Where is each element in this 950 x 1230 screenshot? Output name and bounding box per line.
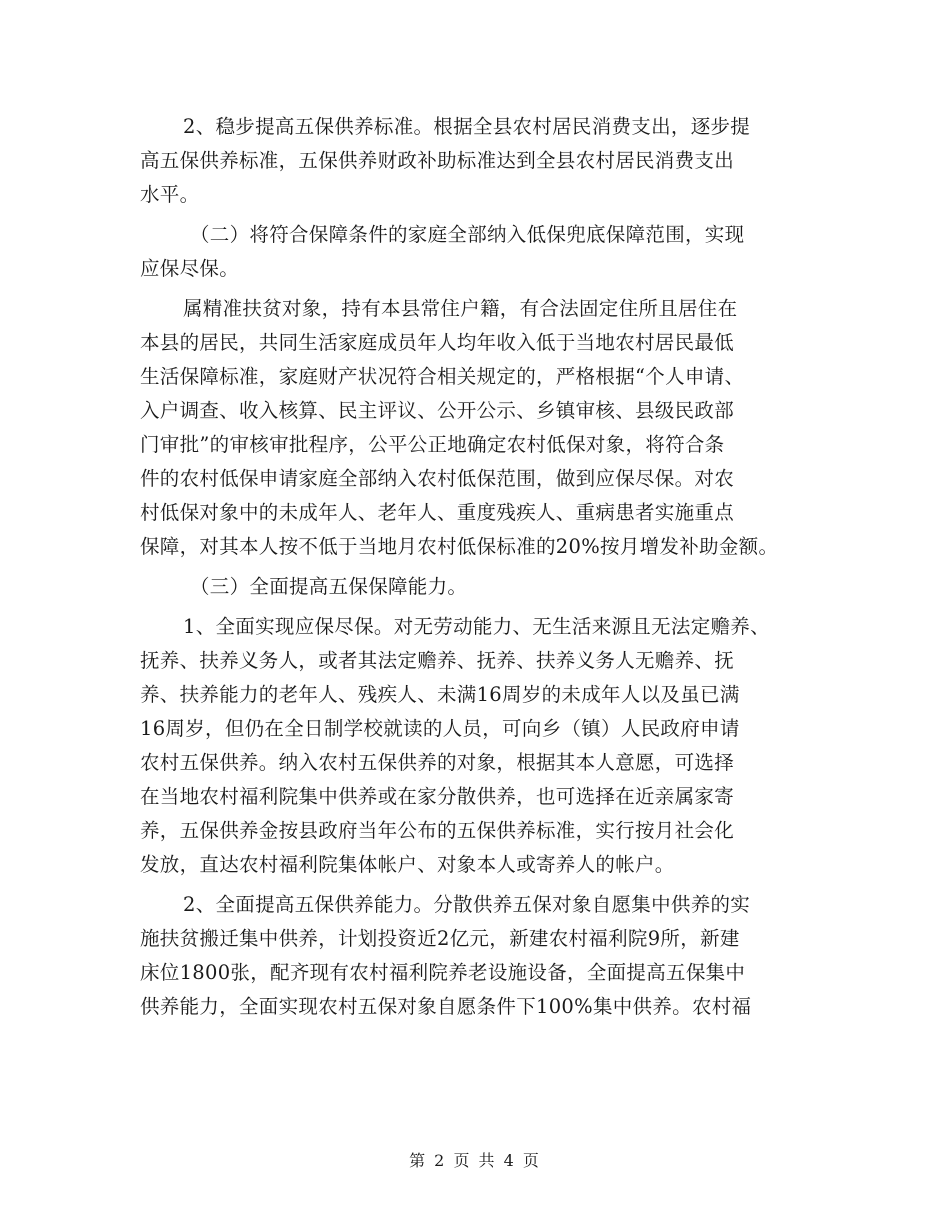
- text-line: 高五保供养标准，五保供养财政补助标准达到全县农村居民消费支出: [140, 149, 735, 172]
- text-line: 在当地农村福利院集中供养或在家分散供养，也可选择在近亲属家寄: [140, 785, 735, 808]
- text-line: 2、全面提高五保供养能力。分散供养五保对象自愿集中供养的实: [183, 893, 751, 916]
- text-line: 2、稳步提高五保供养标准。根据全县农村居民消费支出，逐步提: [183, 115, 751, 138]
- text-line: 供养能力，全面实现农村五保对象自愿条件下100%集中供养。农村福: [140, 995, 752, 1018]
- text-line: 养，五保供养金按县政府当年公布的五保供养标准，实行按月社会化: [140, 819, 735, 842]
- document-body: [140, 110, 800, 1024]
- text-line: 村低保对象中的未成年人、老年人、重度残疾人、重病患者实施重点: [140, 501, 735, 524]
- text-line: 入户调查、收入核算、民主评议、公开公示、乡镇审核、县级民政部: [140, 399, 735, 422]
- text-line: 养、扶养能力的老年人、残疾人、未满16周岁的未成年人以及虽已满: [140, 683, 740, 706]
- text-line: 水平。: [140, 183, 200, 206]
- text-line: 保障，对其本人按不低于当地月农村低保标准的20%按月增发补助金额。: [140, 535, 779, 558]
- text-line: 应保尽保。: [140, 257, 240, 280]
- text-line: 件的农村低保申请家庭全部纳入农村低保范围，做到应保尽保。对农: [140, 467, 735, 490]
- page-number-footer: 第 2 页 共 4 页: [409, 1151, 541, 1170]
- section-heading-2: （二）将符合保障条件的家庭全部纳入低保兜底保障范围，实现: [190, 223, 745, 246]
- text-line: 本县的居民，共同生活家庭成员年人均年收入低于当地农村居民最低: [140, 331, 735, 354]
- text-line: 施扶贫搬迁集中供养，计划投资近2亿元，新建农村福利院9所，新建: [140, 927, 740, 950]
- text-line: 1、全面实现应保尽保。对无劳动能力、无生活来源且无法定赡养、: [183, 615, 770, 638]
- text-line: 属精准扶贫对象，持有本县常住户籍，有合法固定住所且居住在: [183, 297, 738, 320]
- text-line: 16周岁，但仍在全日制学校就读的人员，可向乡（镇）人民政府申请: [140, 717, 740, 740]
- text-line: 农村五保供养。纳入农村五保供养的对象，根据其本人意愿，可选择: [140, 751, 735, 774]
- text-line: 抚养、扶养义务人，或者其法定赡养、抚养、扶养义务人无赡养、抚: [140, 649, 735, 672]
- text-line: 床位1800张，配齐现有农村福利院养老设施设备，全面提高五保集中: [140, 961, 746, 984]
- text-line: 门审批”的审核审批程序，公平公正地确定农村低保对象，将符合条: [140, 433, 725, 456]
- section-heading-3: （三）全面提高五保保障能力。: [190, 575, 468, 598]
- text-line: 生活保障标准，家庭财产状况符合相关规定的，严格根据“个人申请、: [140, 365, 745, 388]
- text-line: 发放，直达农村福利院集体帐户、对象本人或寄养人的帐户。: [140, 853, 675, 876]
